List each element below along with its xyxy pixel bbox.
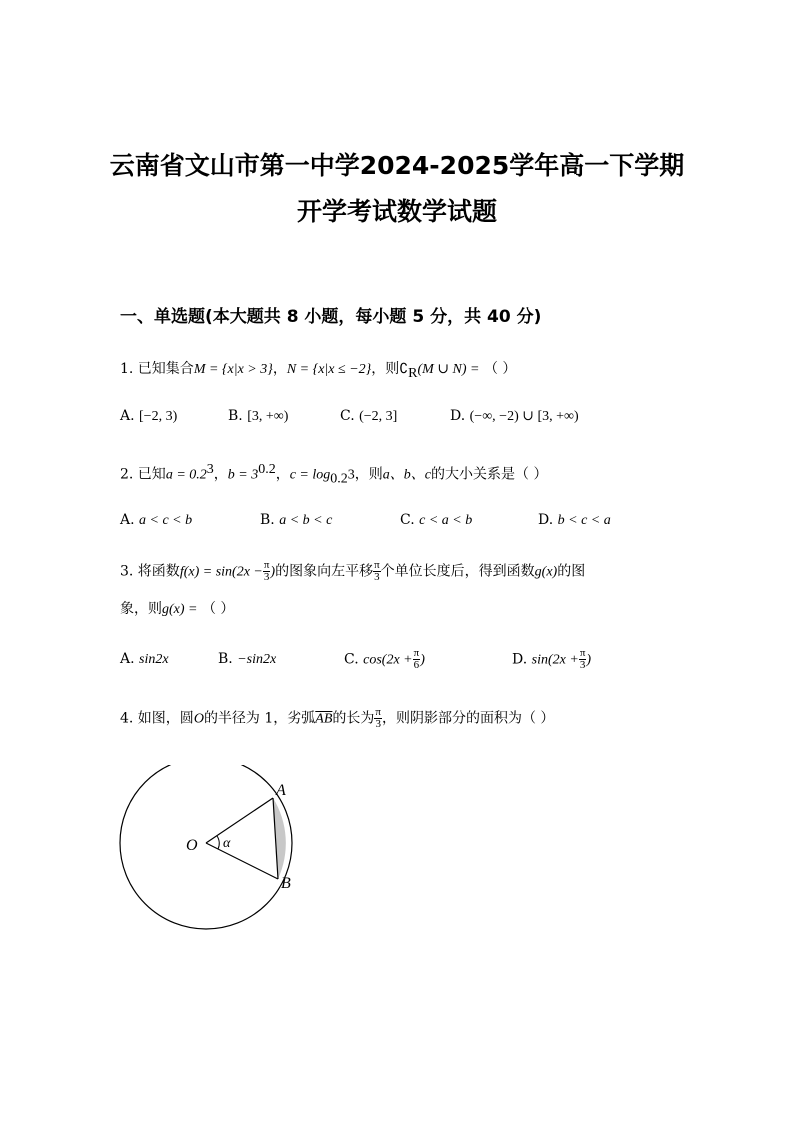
q2-option-a[interactable]: A. a < c < b: [120, 512, 193, 528]
q3-option-d[interactable]: D. sin(2x + $\frac{\pi}{3}$ ): [512, 647, 592, 671]
q1-option-d[interactable]: D. (−∞, −2) ∪ [3, +∞): [450, 408, 579, 424]
q2-option-c[interactable]: C. c < a < b: [400, 512, 473, 528]
question-3-line-2: 象，则g(x) = （ ）: [120, 601, 235, 617]
q1-prefix: 1. 已知集合: [120, 361, 194, 377]
q1-sub-r: R: [408, 365, 418, 381]
label-a: A: [276, 782, 286, 799]
q1-complement: ∁: [399, 362, 409, 377]
section-heading: 一、单选题(本大题共 8 小题，每小题 5 分，共 40 分): [120, 307, 542, 327]
q1-sep: ，: [272, 361, 287, 377]
radius-oa: [206, 798, 273, 843]
q1-option-b[interactable]: B. [3, +∞): [228, 408, 289, 424]
q1-blank: （ ）: [483, 361, 517, 377]
q1-option-c[interactable]: C. (−2, 3]: [340, 408, 398, 424]
question-1: [120, 358, 516, 382]
angle-arc: [217, 836, 219, 849]
q3-option-b[interactable]: B. −sin2x: [218, 651, 277, 667]
q1-set-n: N = {x|x ≤ −2}: [286, 362, 372, 377]
q1-set-m: M = {x|x > 3}: [193, 362, 273, 377]
question-3-line-1: 3. 将函数f(x) = sin(2x − $\frac{\pi}{3}$ )的图象向左平移 $\frac{\pi}{3}$ 个单位长度后，得到函数g(x)的图: [120, 559, 586, 583]
circle-figure: [110, 765, 330, 965]
q2-option-b[interactable]: B. a < b < c: [260, 512, 333, 528]
q2-prefix: 2. 已知: [120, 466, 166, 483]
circle-outline: [120, 765, 292, 929]
q1-then: ，则: [371, 361, 400, 377]
label-o: O: [186, 837, 198, 854]
radius-ob: [206, 843, 278, 879]
q2-option-d[interactable]: D. b < c < a: [538, 512, 611, 528]
q3-option-a[interactable]: A. sin2x: [120, 651, 169, 667]
label-alpha: α: [223, 836, 231, 851]
question-4: 4. 如图，圆O的半径为 1，劣弧$\overline{AB}$的长为 $\frac{\pi}{3}$ ，则阴影部分的面积为（ ）: [120, 706, 555, 730]
q1-option-a[interactable]: A. [−2, 3): [120, 408, 178, 424]
title-line-1: 云南省文山市第一中学2024-2025学年高一下学期: [109, 151, 685, 180]
label-b: B: [281, 875, 291, 892]
question-2: 2. 已知$a = 0.2^3$，$b = 3^{0.2}$，$c = \log_{0.2}3$，则a、b、c的大小关系是（ ）: [120, 462, 548, 487]
title-line-2: 开学考试数学试题: [296, 197, 497, 226]
q3-option-c[interactable]: C. cos(2x + $\frac{\pi}{6}$ ): [344, 647, 425, 671]
q1-expr: (M ∪ N) =: [417, 362, 480, 377]
